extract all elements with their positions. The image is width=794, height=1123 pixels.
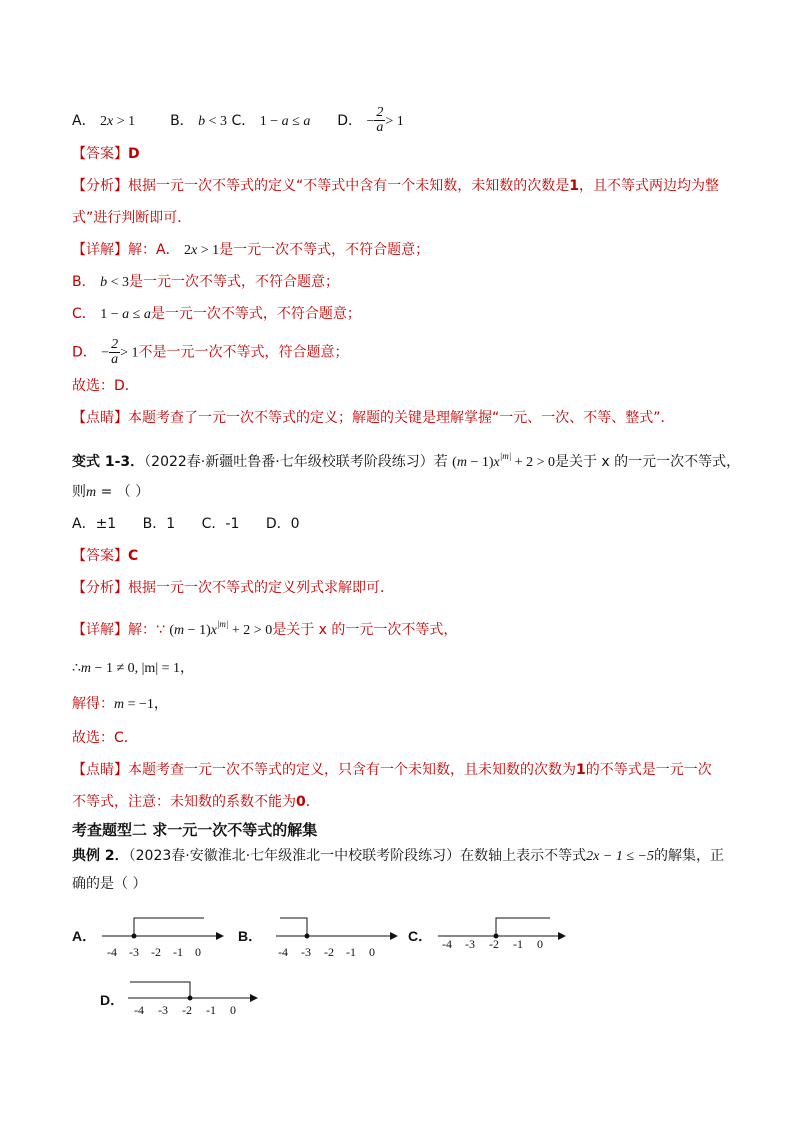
question-label: 典例 2．: [72, 848, 129, 864]
fraction: $\frac{2}{a}$: [111, 337, 119, 367]
q2-analysis: 【分析】根据一元一次不等式的定义列式求解即可．: [72, 580, 394, 596]
tick-label: -4: [107, 945, 117, 959]
arrow: [216, 932, 224, 940]
tick-label: -2: [489, 937, 499, 951]
q3-stem: 典例 2．（2023春·安徽淮北·七年级淮北一中校联考阶段练习）在数轴上表示不等式2x − 1 ≤ −5的解集，正: [72, 848, 724, 864]
answer-value: D: [128, 146, 140, 162]
arrow: [390, 932, 398, 940]
q1-detail-d: D． − $\frac{2}{a}$ > 1不是一元一次不等式，符合题意；: [72, 337, 349, 367]
q2-options: [72, 514, 300, 534]
q2-option-d: D．0: [265, 516, 300, 532]
number-line-c: [434, 912, 569, 962]
number-line-d: [124, 978, 264, 1028]
tick-label: -2: [182, 1003, 192, 1017]
endpoint-dot: [188, 996, 193, 1001]
tick-label: -4: [134, 1003, 144, 1017]
q3-option-b-label: B．: [238, 928, 263, 944]
solution-ray: [134, 918, 204, 936]
q1-comment: 【点睛】本题考查了一元一次不等式的定义；解题的关键是理解掌握“一元、一次、不等、整式”．: [72, 410, 675, 426]
tick-label: -1: [513, 937, 523, 951]
q2-option-c: C．-1: [201, 516, 240, 532]
q1-option-d: D． − $\frac{2}{a}$ > 1: [337, 105, 404, 135]
arrow: [558, 932, 566, 940]
tick-label: 0: [369, 945, 375, 959]
q2-comment: 【点睛】本题考查一元一次不等式的定义，只含有一个未知数，且未知数的次数为1的不等式是一元一次: [72, 762, 712, 778]
number-line-a: [96, 912, 226, 962]
section-title: 考查题型二 求一元一次不等式的解集: [72, 821, 318, 839]
q1-option-a: A． 2x > 1: [72, 112, 136, 129]
detail-tag: 【详解】: [72, 242, 128, 258]
q2-condition: ∴m − 1 ≠ 0, |m| = 1，: [72, 661, 195, 676]
tick-label: -3: [465, 937, 475, 951]
q1-detail-b: B． b < 3是一元一次不等式，不符合题意；: [72, 274, 339, 290]
tick-label: -2: [151, 945, 161, 959]
endpoint-dot: [305, 934, 310, 939]
tick-label: -1: [346, 945, 356, 959]
q2-stem-cont: 则m = （ ）: [72, 484, 150, 500]
tick-label: -3: [129, 945, 139, 959]
q3-option-d-label: D．: [100, 992, 125, 1008]
tick-label: -4: [442, 937, 452, 951]
q2-option-b: B．1: [142, 516, 176, 532]
number-line-b: [272, 912, 402, 962]
tick-label: -3: [301, 945, 311, 959]
q2-detail: 【详解】解：∵ $(m - 1)x^{|m|} + 2 > 0$是关于 x 的一元一次不等式，: [72, 619, 458, 638]
arrow: [250, 994, 258, 1002]
q2-answer: 【答案】C: [72, 548, 139, 564]
solution-ray: [130, 982, 190, 998]
q1-option-c: C． 1 − a ≤ a: [231, 112, 311, 129]
q2-solve: 解得：m = −1，: [72, 696, 168, 712]
analysis-tag: 【分析】: [72, 178, 128, 194]
q2-choose: 故选：C．: [72, 730, 138, 746]
q1-detail-c: C． 1 − a ≤ a是一元一次不等式，不符合题意；: [72, 306, 361, 322]
answer-tag: 【答案】: [72, 146, 128, 162]
q1-detail-a: 【详解】解：A． 2x > 1是一元一次不等式，不符合题意；: [72, 242, 430, 258]
q3-stem-cont: 确的是（ ）: [72, 876, 147, 892]
q2-comment-cont: 不等式，注意：未知数的系数不能为0．: [72, 794, 320, 810]
tick-label: 0: [195, 945, 201, 959]
question-label: 变式 1-3．: [72, 454, 145, 470]
tick-label: -3: [158, 1003, 168, 1017]
q1-analysis-cont: 式”进行判断即可．: [72, 210, 192, 226]
q2-option-a: A．±1: [72, 516, 117, 532]
q1-analysis: 【分析】根据一元一次不等式的定义“不等式中含有一个未知数，未知数的次数是1，且不等式两边均为整: [72, 178, 720, 194]
solution-ray: [496, 918, 550, 936]
q3-option-a-label: A．: [72, 928, 97, 944]
q1-choose: 故选：D．: [72, 378, 139, 394]
q1-answer: [72, 144, 140, 164]
tick-label: 0: [537, 937, 543, 951]
q2-stem: 变式 1-3．（2022春·新疆吐鲁番·七年级校联考阶段练习）若 $(m - 1)x^{|m|} + 2 > 0$是关于 x 的一元一次不等式，: [72, 451, 741, 470]
q1-options: [72, 106, 404, 135]
q3-option-c-label: C．: [408, 928, 433, 944]
tick-label: -1: [173, 945, 183, 959]
tick-label: -1: [206, 1003, 216, 1017]
tick-label: -4: [278, 945, 288, 959]
tick-label: -2: [324, 945, 334, 959]
q1-option-b: B． b < 3: [170, 112, 228, 129]
tick-label: 0: [230, 1003, 236, 1017]
comment-tag: 【点睛】: [72, 410, 128, 426]
endpoint-dot: [132, 934, 137, 939]
fraction: $\frac{2}{a}$: [376, 105, 384, 135]
solution-ray: [280, 918, 307, 936]
